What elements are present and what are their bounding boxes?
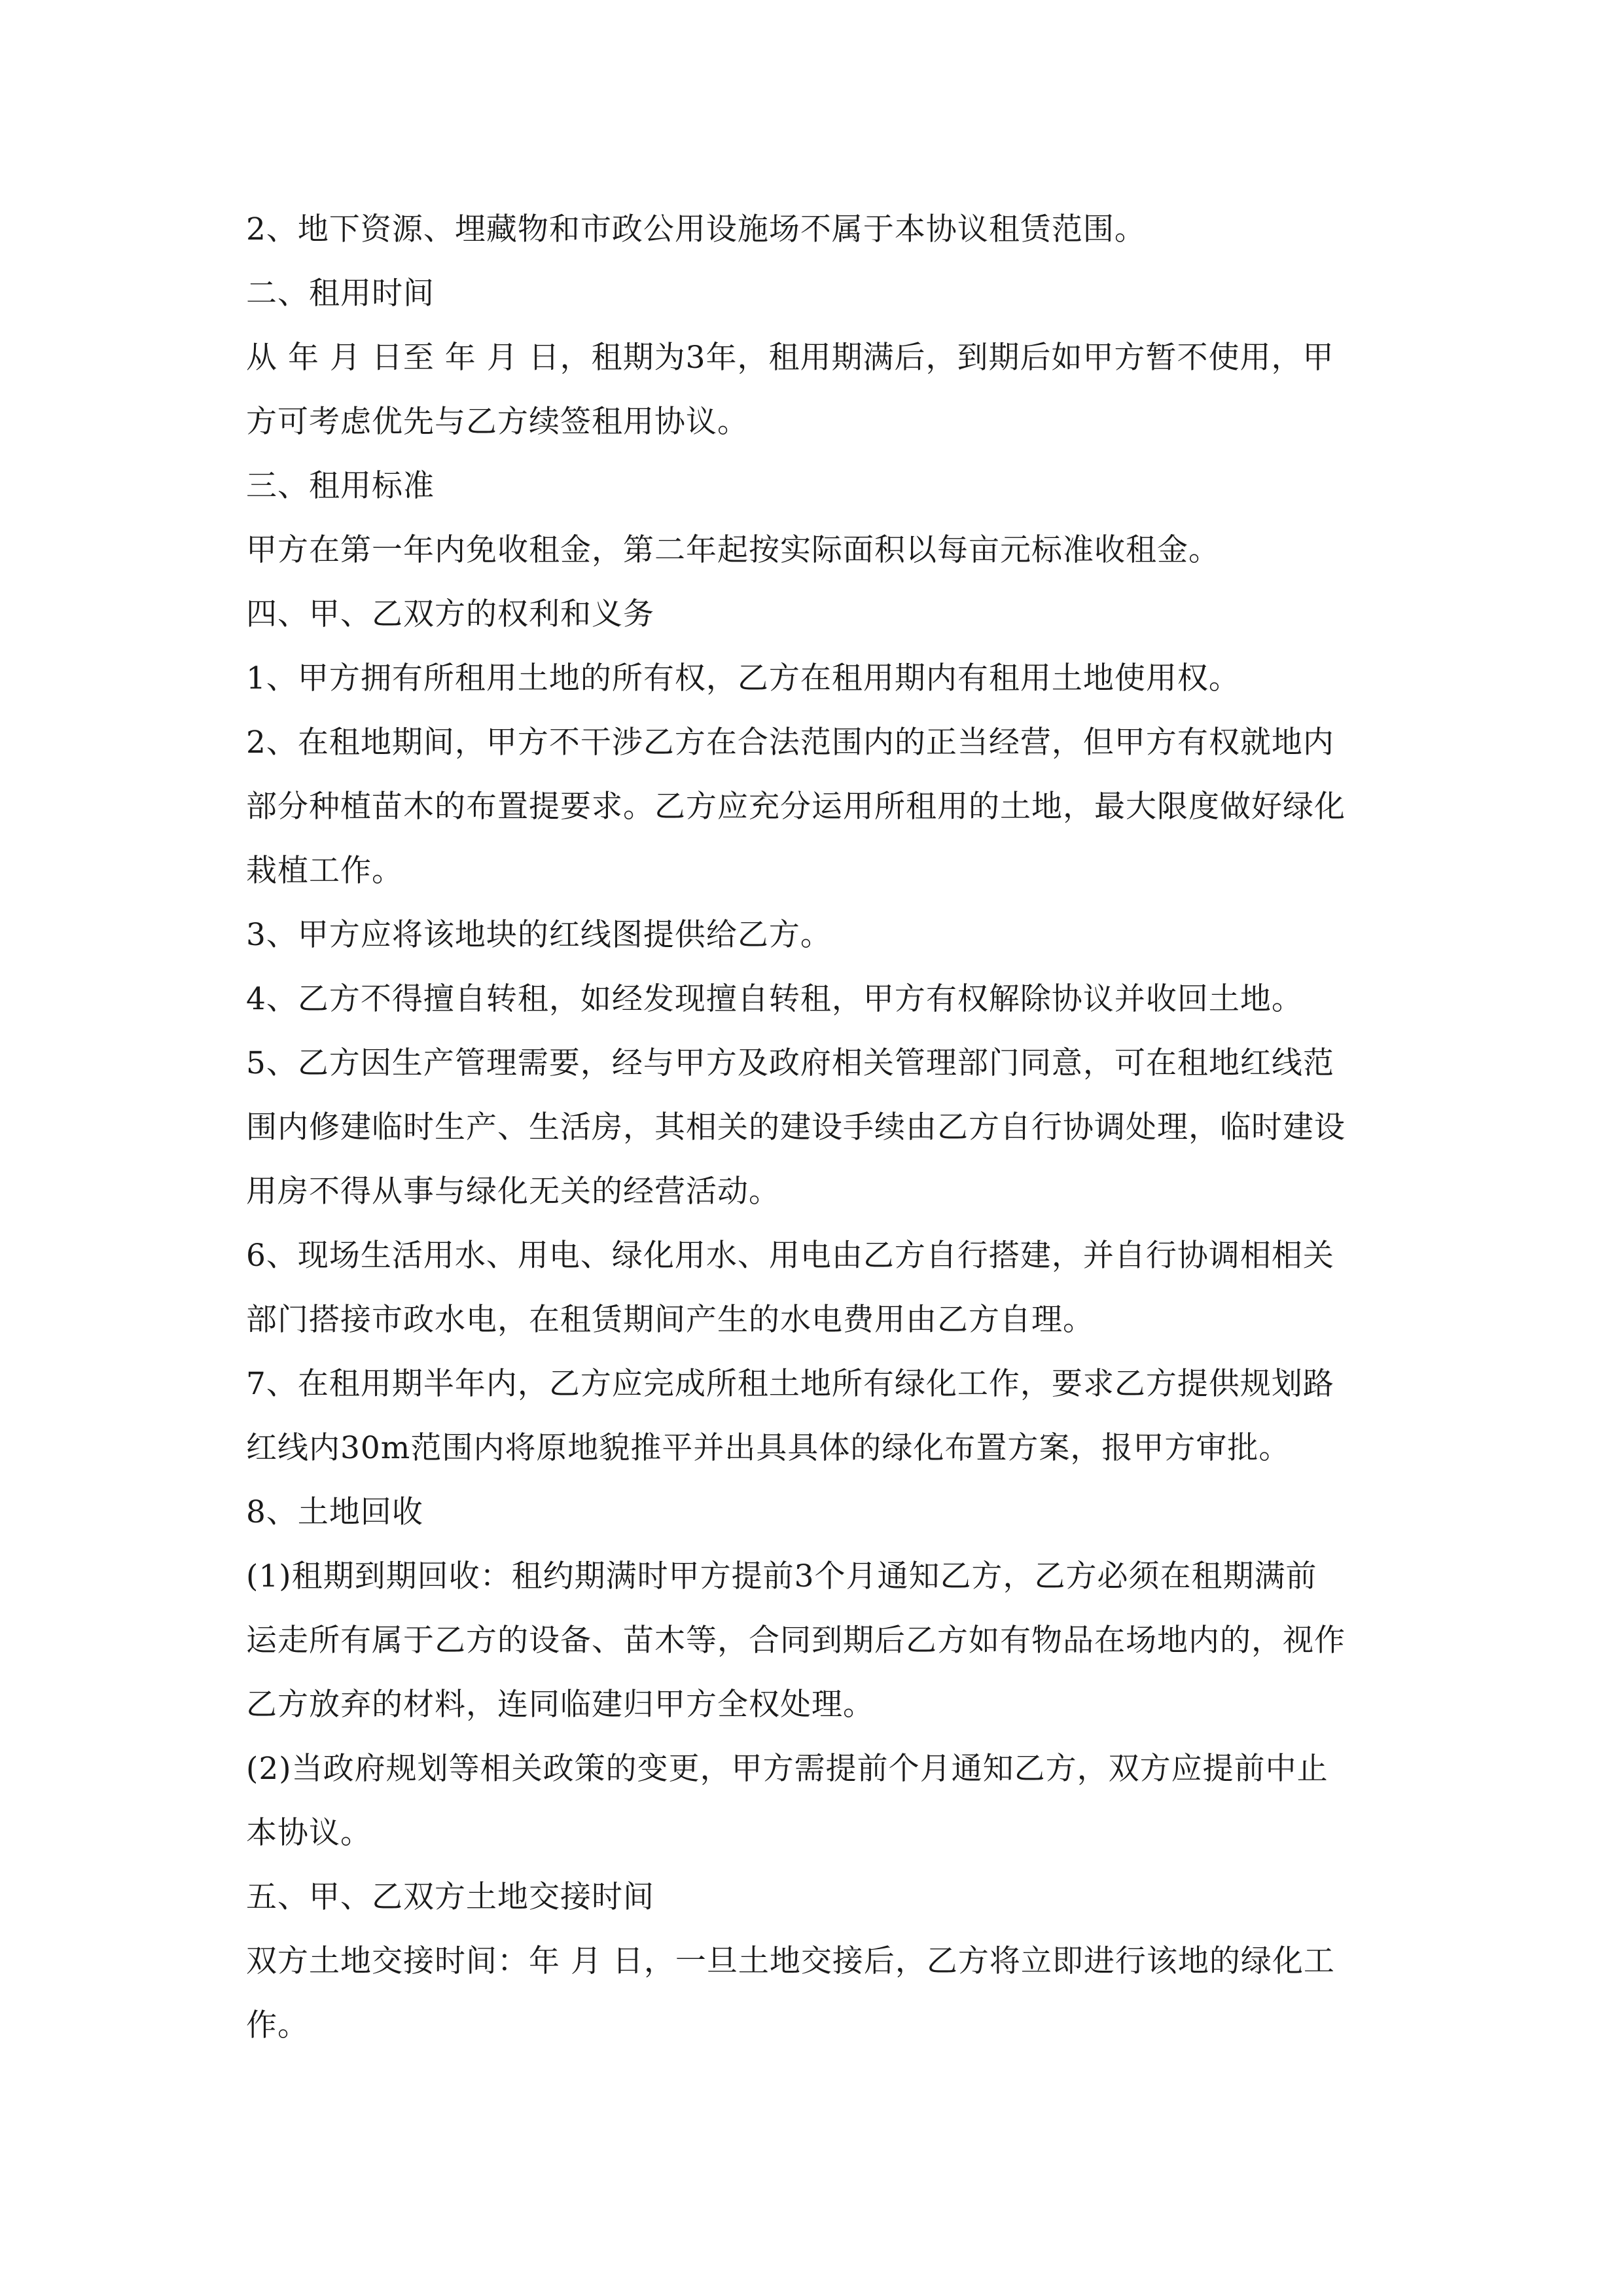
clause-line: 本协议。	[246, 1815, 372, 1851]
clause-line: 8、土地回收	[246, 1494, 423, 1530]
clause-line: 6、现场生活用水、用电、绿化用水、用电由乙方自行搭建，并自行协调相相关	[246, 1238, 1334, 1274]
section-heading: 三、租用标准	[246, 468, 435, 504]
section-heading: 四、甲、乙双方的权利和义务	[246, 596, 654, 632]
clause-line: (1)租期到期回收：租约期满时甲方提前3个月通知乙方，乙方必须在租期满前	[246, 1558, 1317, 1594]
clause-line: 乙方放弃的材料，连同临建归甲方全权处理。	[246, 1687, 874, 1723]
clause-line: 从 年 月 日至 年 月 日，租期为3年，租用期满后，到期后如甲方暂不使用，甲	[246, 340, 1334, 376]
clause-line: 1、甲方拥有所租用土地的所有权，乙方在租用期内有租用土地使用权。	[246, 660, 1240, 696]
document-body	[246, 198, 1411, 2058]
section-heading: 五、甲、乙双方土地交接时间	[246, 1879, 654, 1915]
clause-line: 运走所有属于乙方的设备、苗木等，合同到期后乙方如有物品在场地内的，视作	[246, 1623, 1346, 1659]
clause-line: 7、在租用期半年内，乙方应完成所租土地所有绿化工作，要求乙方提供规划路	[246, 1366, 1334, 1402]
clause-line: 围内修建临时生产、生活房，其相关的建设手续由乙方自行协调处理，临时建设	[246, 1109, 1346, 1145]
clause-line: 2、在租地期间，甲方不干涉乙方在合法范围内的正当经营，但甲方有权就地内	[246, 725, 1334, 761]
clause-line: 双方土地交接时间：年 月 日，一旦土地交接后，乙方将立即进行该地的绿化工	[246, 1943, 1335, 1979]
clause-line: 红线内30m范围内将原地貌推平并出具具体的绿化布置方案，报甲方审批。	[246, 1430, 1291, 1466]
clause-line: 作。	[246, 2007, 309, 2043]
clause-line: 栽植工作。	[246, 853, 403, 889]
clause-line: 甲方在第一年内免收租金，第二年起按实际面积以每亩元标准收租金。	[246, 532, 1220, 568]
clause-line: 用房不得从事与绿化无关的经营活动。	[246, 1174, 780, 1210]
clause-line: 3、甲方应将该地块的红线图提供给乙方。	[246, 917, 832, 953]
section-heading: 二、租用时间	[246, 276, 435, 312]
clause-line: 方可考虑优先与乙方续签租用协议。	[246, 404, 749, 440]
clause-line: 5、乙方因生产管理需要，经与甲方及政府相关管理部门同意，可在租地红线范	[246, 1045, 1334, 1081]
clause-line: 2、地下资源、埋藏物和市政公用设施场不属于本协议租赁范围。	[246, 211, 1146, 247]
clause-line: 4、乙方不得擅自转租，如经发现擅自转租，甲方有权解除协议并收回土地。	[246, 981, 1303, 1017]
clause-line: 部门搭接市政水电，在租赁期间产生的水电费用由乙方自理。	[246, 1302, 1094, 1338]
clause-line: (2)当政府规划等相关政策的变更，甲方需提前个月通知乙方，双方应提前中止	[246, 1751, 1329, 1787]
clause-line: 部分种植苗木的布置提要求。乙方应充分运用所租用的土地，最大限度做好绿化	[246, 789, 1346, 825]
